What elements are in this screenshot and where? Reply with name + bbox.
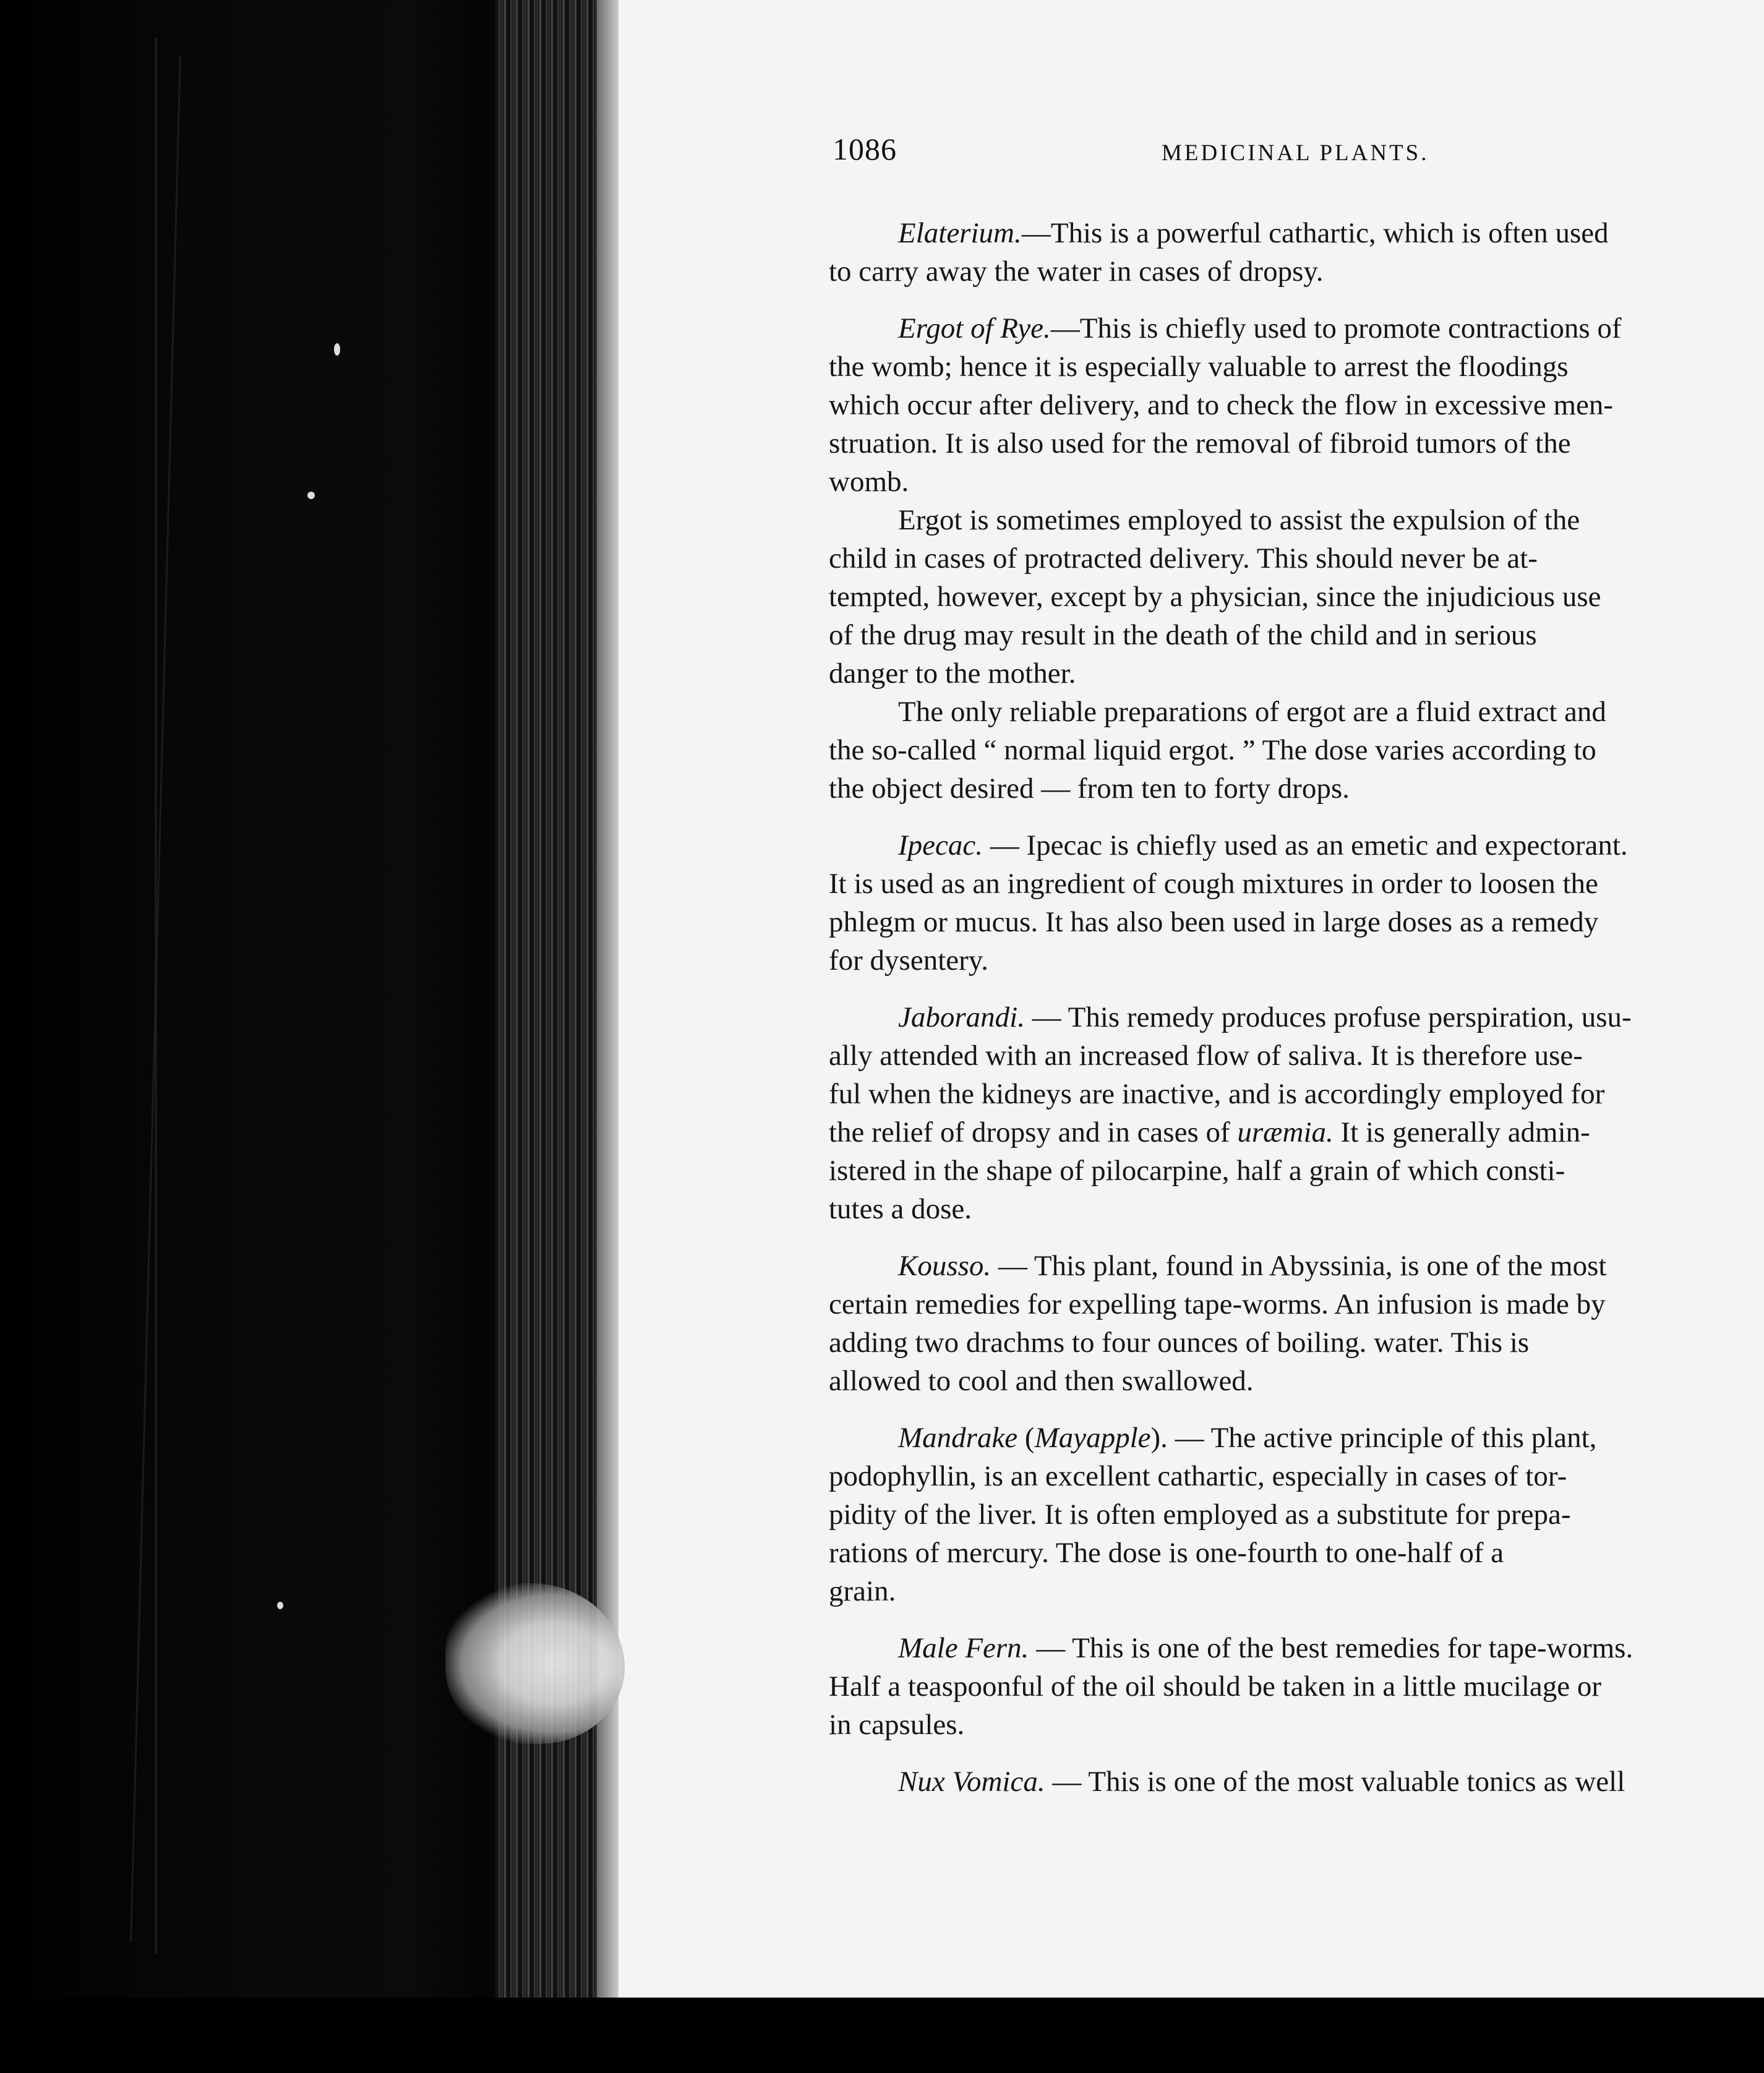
text-segment: womb. — [829, 466, 909, 498]
text-segment: in capsules. — [829, 1709, 965, 1741]
text-line — [829, 539, 1764, 578]
text-line — [829, 1247, 1764, 1285]
dust-speck — [334, 343, 340, 356]
running-title: MEDICINAL PLANTS. — [1162, 140, 1429, 166]
paragraph — [829, 998, 1764, 1228]
italic-term: Nux Vomica. — [898, 1766, 1045, 1798]
text-line — [829, 1323, 1764, 1362]
text-line — [829, 214, 1764, 252]
text-segment: The only reliable preparations of ergot are a fluid extract and — [898, 696, 1606, 728]
text-line — [829, 309, 1764, 348]
text-line — [829, 1457, 1764, 1495]
text-segment: to carry away the water in cases of dropsy. — [829, 255, 1324, 288]
book-cover — [0, 0, 482, 2073]
text-line — [829, 1362, 1764, 1400]
italic-term: Ergot of Rye. — [898, 312, 1051, 344]
text-line — [829, 386, 1764, 424]
paragraph — [829, 1247, 1764, 1400]
text-segment: for dysentery. — [829, 944, 988, 977]
body-text — [829, 214, 1764, 1801]
text-segment: — This plant, found in Abyssinia, is one of the most — [991, 1250, 1607, 1282]
text-line — [829, 424, 1764, 463]
text-segment: tempted, however, except by a physician, since the injudicious use — [829, 581, 1601, 613]
italic-term: Kousso. — [898, 1250, 991, 1282]
text-line — [829, 865, 1764, 903]
text-segment: danger to the mother. — [829, 657, 1076, 690]
text-segment: — Ipecac is chiefly used as an emetic and expectorant. — [982, 829, 1628, 861]
text-line — [829, 1152, 1764, 1190]
text-segment: tutes a dose. — [829, 1193, 972, 1225]
text-line — [829, 1572, 1764, 1610]
text-line — [829, 693, 1764, 731]
paragraph — [829, 214, 1764, 291]
text-segment: struation. It is also used for the removal of fibroid tumors of the — [829, 427, 1571, 459]
text-segment: — This is one of the best remedies for tape-worms. — [1029, 1632, 1633, 1664]
text-line — [829, 1419, 1764, 1457]
paragraph — [829, 826, 1764, 980]
text-line — [829, 769, 1764, 808]
page-header — [833, 131, 1764, 168]
text-segment: the womb; hence it is especially valuable to arrest the floodings — [829, 351, 1569, 383]
text-segment: of the drug may result in the death of the child and in serious — [829, 619, 1537, 651]
text-line — [829, 903, 1764, 941]
dust-speck — [277, 1602, 283, 1609]
paragraph — [829, 309, 1764, 501]
text-segment: the object desired — from ten to forty drops. — [829, 772, 1350, 805]
text-segment: child in cases of protracted delivery. This should never be at- — [829, 542, 1538, 575]
italic-term: Mandrake — [898, 1422, 1018, 1454]
text-segment: ( — [1017, 1422, 1035, 1454]
text-segment: —This is chiefly used to promote contractions of — [1050, 312, 1622, 344]
text-line — [829, 348, 1764, 386]
text-line — [829, 578, 1764, 616]
italic-term: Elaterium. — [898, 217, 1022, 249]
text-line — [829, 1534, 1764, 1572]
page-number: 1086 — [833, 132, 897, 166]
text-segment: the relief of dropsy and in cases of — [829, 1116, 1238, 1148]
text-line — [829, 1763, 1764, 1801]
italic-term: Mayapple — [1034, 1422, 1151, 1454]
text-line — [829, 731, 1764, 769]
text-line — [829, 1036, 1764, 1075]
text-line — [829, 1706, 1764, 1744]
text-segment: —This is a powerful cathartic, which is often used — [1021, 217, 1609, 249]
text-segment: grain. — [829, 1575, 896, 1607]
text-line — [829, 616, 1764, 654]
text-segment: — This is one of the most valuable tonics as well — [1045, 1766, 1625, 1798]
text-line — [829, 1113, 1764, 1152]
text-segment: phlegm or mucus. It has also been used in large doses as a remedy — [829, 906, 1599, 938]
text-segment: It is generally admin- — [1333, 1116, 1590, 1148]
cover-crease — [155, 37, 157, 1954]
text-line — [829, 941, 1764, 980]
text-line — [829, 1285, 1764, 1323]
text-segment: rations of mercury. The dose is one-fourth to one-half of a — [829, 1537, 1504, 1569]
italic-term: Male Fern. — [898, 1632, 1029, 1664]
text-line — [829, 1629, 1764, 1667]
italic-term: Jaborandi. — [898, 1001, 1025, 1033]
text-line — [829, 654, 1764, 693]
paragraph — [829, 1763, 1764, 1801]
text-segment: adding two drachms to four ounces of boiling. water. This is — [829, 1327, 1530, 1359]
text-segment: ally attended with an increased flow of saliva. It is therefore use- — [829, 1040, 1583, 1072]
paragraph — [829, 1629, 1764, 1744]
italic-term: Ipecac. — [898, 829, 983, 861]
text-segment: ful when the kidneys are inactive, and is accordingly employed for — [829, 1078, 1605, 1110]
text-line — [829, 501, 1764, 539]
italic-term: uræmia. — [1237, 1116, 1334, 1148]
text-segment: the so-called “ normal liquid ergot. ” The dose varies according to — [829, 734, 1596, 766]
text-segment: — This remedy produces profuse perspiration, usu- — [1024, 1001, 1632, 1033]
text-line — [829, 826, 1764, 865]
text-line — [829, 1495, 1764, 1534]
text-segment: Half a teaspoonful of the oil should be taken in a little mucilage or — [829, 1670, 1602, 1703]
scan-bottom-border — [0, 1998, 1764, 2073]
paragraph — [829, 501, 1764, 693]
text-segment: pidity of the liver. It is often employed as a substitute for prepa- — [829, 1498, 1571, 1531]
text-segment: ). — The active principle of this plant, — [1150, 1422, 1597, 1454]
text-segment: podophyllin, is an excellent cathartic, especially in cases of tor- — [829, 1460, 1567, 1492]
text-segment: Ergot is sometimes employed to assist the expulsion of the — [898, 504, 1580, 536]
text-line — [829, 1075, 1764, 1113]
text-segment: istered in the shape of pilocarpine, half a grain of which consti- — [829, 1155, 1565, 1187]
text-segment: certain remedies for expelling tape-worms. An infusion is made by — [829, 1288, 1606, 1320]
text-segment: which occur after delivery, and to check the flow in excessive men- — [829, 389, 1614, 421]
dust-speck — [307, 492, 315, 499]
text-line — [829, 998, 1764, 1036]
text-line — [829, 1667, 1764, 1706]
text-line — [829, 1190, 1764, 1228]
text-segment: It is used as an ingredient of cough mixtures in order to loosen the — [829, 868, 1598, 900]
text-line — [829, 463, 1764, 501]
paragraph — [829, 1419, 1764, 1610]
paragraph — [829, 693, 1764, 808]
text-line — [829, 252, 1764, 291]
text-segment: allowed to cool and then swallowed. — [829, 1365, 1254, 1397]
